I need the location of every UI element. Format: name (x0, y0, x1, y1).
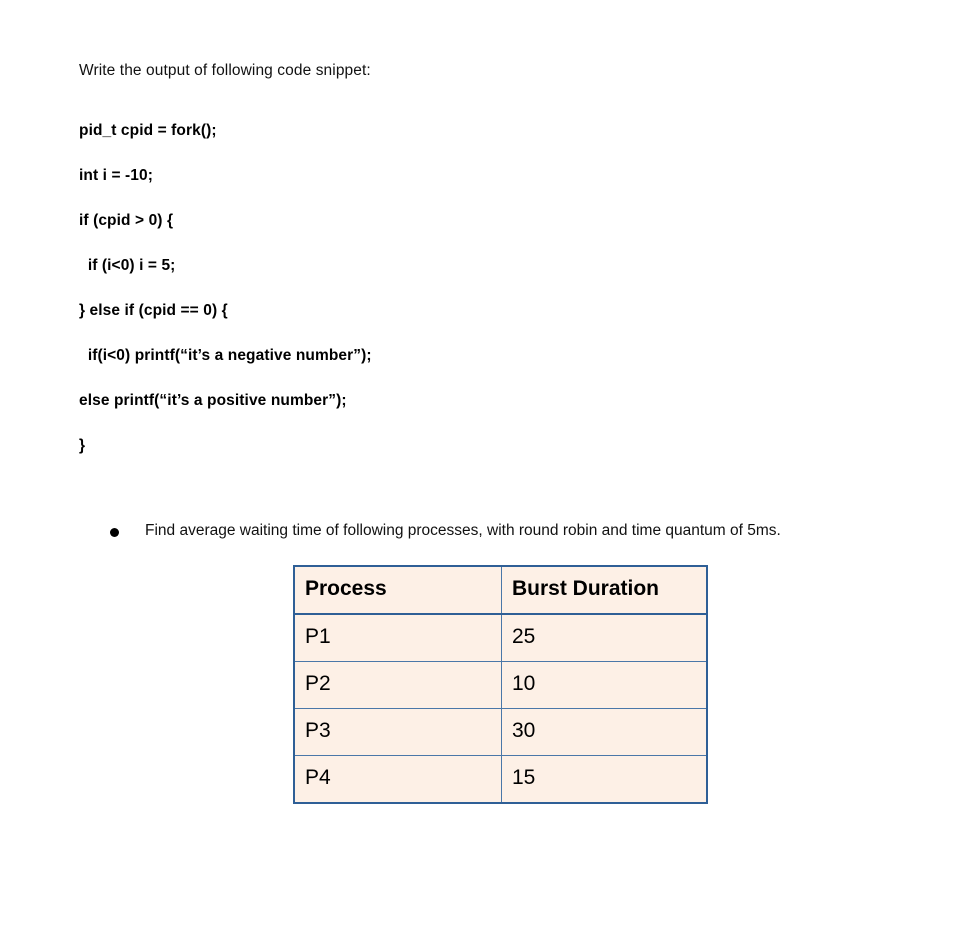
table-cell-burst: 30 (502, 709, 708, 756)
table-row (294, 709, 707, 756)
table-cell-process: P3 (294, 709, 502, 756)
table-cell-process: P2 (294, 662, 502, 709)
code-line: } (79, 437, 86, 454)
code-line: if(i<0) printf(“it’s a negative number”); (79, 347, 372, 364)
table-header-process: Process (294, 566, 502, 614)
bullet-dot-icon (110, 528, 119, 537)
question-text: Find average waiting time of following processes, with round robin and time quantum of 5ms. (145, 522, 781, 539)
code-line: pid_t cpid = fork(); (79, 122, 217, 139)
code-line: if (i<0) i = 5; (79, 257, 176, 274)
code-line: else printf(“it’s a positive number”); (79, 392, 347, 409)
code-snippet (79, 108, 839, 468)
table-cell-burst: 10 (502, 662, 708, 709)
question-bullet (110, 520, 930, 542)
table-row (294, 662, 707, 709)
process-table (293, 565, 708, 804)
code-line: } else if (cpid == 0) { (79, 302, 228, 319)
table-row (294, 614, 707, 662)
intro-text: Write the output of following code snippet: (79, 62, 371, 79)
table-header-burst-duration: Burst Duration (502, 566, 708, 614)
table-cell-process: P1 (294, 614, 502, 662)
table-cell-burst: 25 (502, 614, 708, 662)
table-header-row (294, 566, 707, 614)
table-row (294, 756, 707, 804)
table-cell-burst: 15 (502, 756, 708, 804)
code-line: int i = -10; (79, 167, 153, 184)
table-cell-process: P4 (294, 756, 502, 804)
code-line: if (cpid > 0) { (79, 212, 174, 229)
